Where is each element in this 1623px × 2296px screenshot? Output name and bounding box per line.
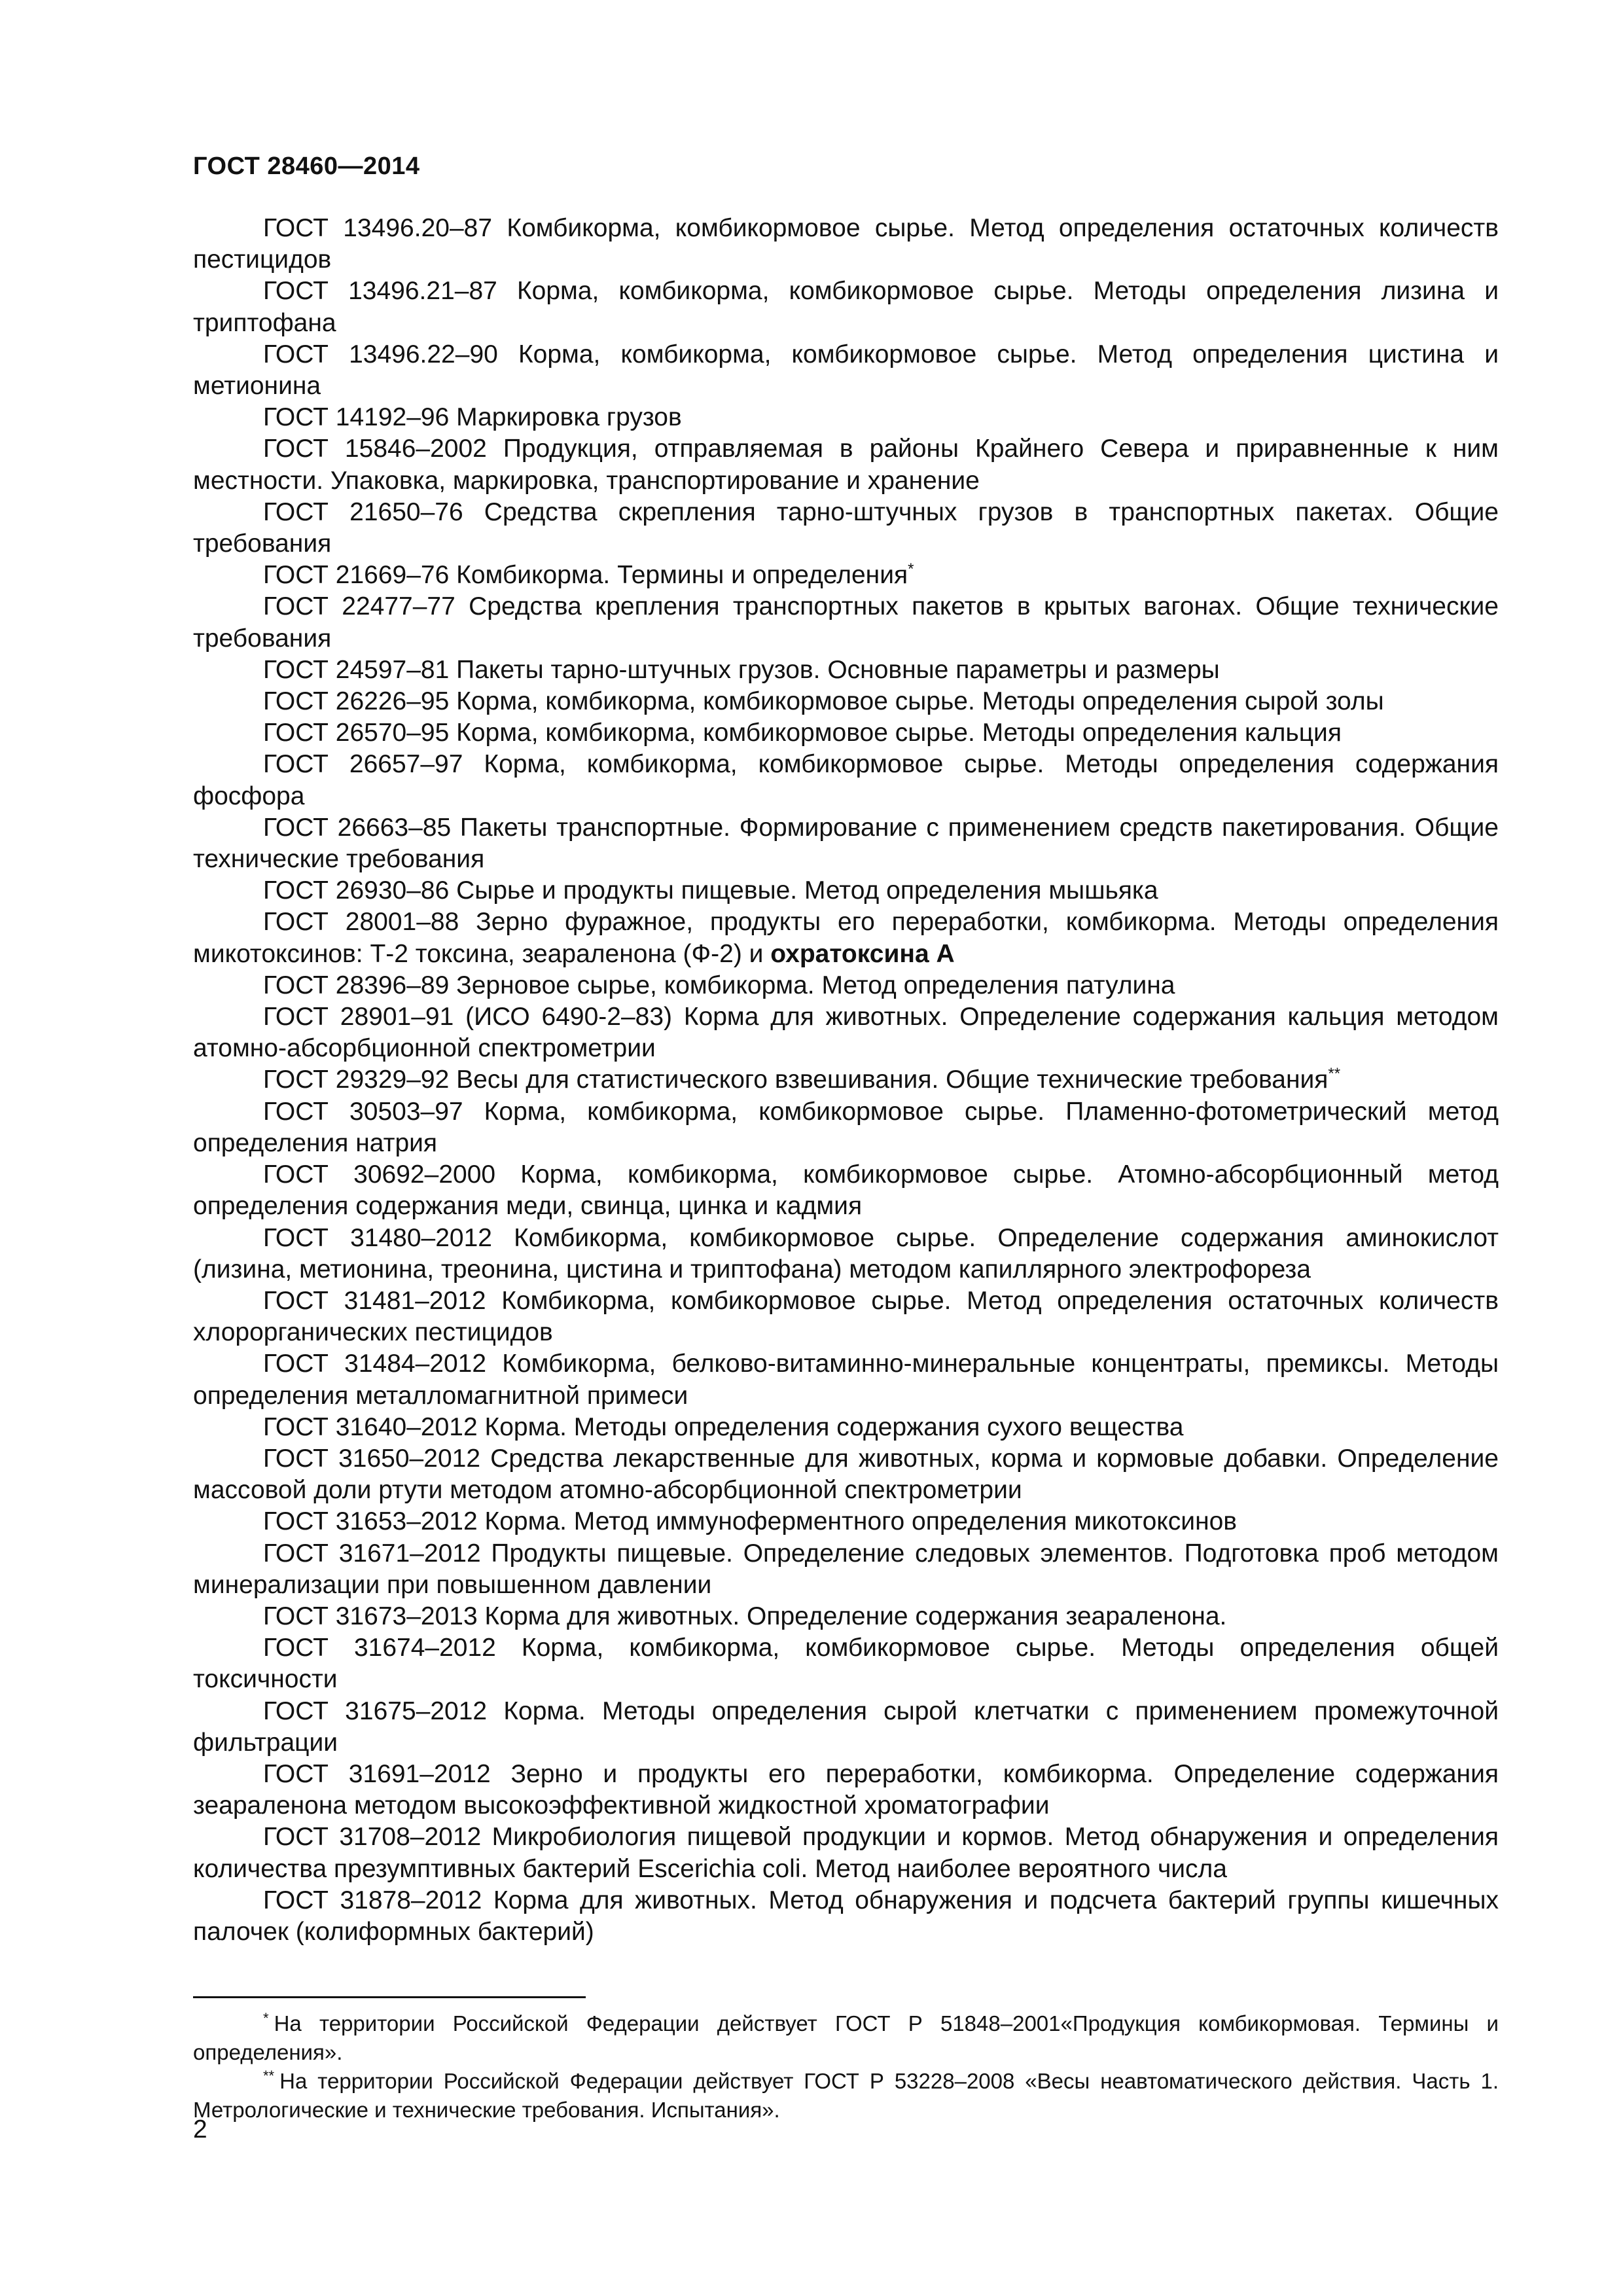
- reference-item: [193, 1885, 1499, 1948]
- reference-item: [193, 1506, 1499, 1537]
- reference-text: ГОСТ 13496.21–87 Корма, комбикорма, комбикормовое сырье. Методы определения лизина и триптофана: [193, 277, 1499, 337]
- reference-text: ГОСТ 31674–2012 Корма, комбикорма, комбикормовое сырье. Методы определения общей токсичности: [193, 1634, 1499, 1694]
- reference-text: ГОСТ 28396–89 Зерновое сырье, комбикорма. Метод определения патулина: [263, 971, 1175, 999]
- reference-text: ГОСТ 31653–2012 Корма. Метод иммуноферментного определения микотоксинов: [263, 1507, 1238, 1536]
- footnote-text: На территории Российской Федерации действует ГОСТ Р 51848–2001«Продукция комбикормовая. Термины и определения».: [193, 2011, 1499, 2064]
- footnote-separator: [193, 1996, 586, 1998]
- reference-item: [193, 1538, 1499, 1601]
- reference-item: [193, 339, 1499, 402]
- reference-item: [193, 970, 1499, 1001]
- reference-text: ГОСТ 31484–2012 Комбикорма, белково-витаминно-минеральные концентраты, премиксы. Методы определения металломагнитной примеси: [193, 1350, 1499, 1410]
- reference-text: ГОСТ 28901–91 (ИСО 6490-2–83) Корма для животных. Определение содержания кальция методом атомно-абсорбционной спектрометрии: [193, 1003, 1499, 1063]
- footnote-text: На территории Российской Федерации действует ГОСТ Р 53228–2008 «Весы неавтоматического действия. Часть 1. Метрологические и технические требования. Испытания».: [193, 2069, 1499, 2122]
- reference-item: [193, 213, 1499, 276]
- reference-text: ГОСТ 31691–2012 Зерно и продукты его переработки, комбикорма. Определение содержания зеараленона методом высокоэффективной жидкостной хроматографии: [193, 1759, 1499, 1820]
- reference-text: ГОСТ 28001–88 Зерно фуражное, продукты его переработки, комбикорма. Методы определения микотоксинов: Т-2 токсина, зеараленона (Ф-2) и: [193, 908, 1499, 968]
- reference-text: ГОСТ 14192–96 Маркировка грузов: [263, 403, 682, 432]
- footnote-item: [193, 2067, 1499, 2125]
- reference-text: ГОСТ 26663–85 Пакеты транспортные. Формирование с применением средств пакетирования. Общие технические требования: [193, 813, 1499, 874]
- reference-text: ГОСТ 31878–2012 Корма для животных. Метод обнаружения и подсчета бактерий группы кишечных палочек (колиформных бактерий): [193, 1886, 1499, 1946]
- reference-text: ГОСТ 31480–2012 Комбикорма, комбикормовое сырье. Определение содержания аминокислот (лизина, метионина, треонина, цистина и триптофана) методом капиллярного электрофореза: [193, 1223, 1499, 1283]
- reference-item: [193, 906, 1499, 969]
- reference-item: [193, 812, 1499, 875]
- reference-text: ГОСТ 30503–97 Корма, комбикорма, комбикормовое сырье. Пламенно-фотометрический метод определения натрия: [193, 1097, 1499, 1157]
- reference-bold-text: охратоксина А: [770, 939, 955, 968]
- reference-item: [193, 433, 1499, 496]
- reference-item: [193, 1696, 1499, 1759]
- reference-text: ГОСТ 24597–81 Пакеты тарно-штучных грузов. Основные параметры и размеры: [263, 655, 1220, 684]
- footnote-marker: **: [1328, 1065, 1341, 1083]
- reference-item: [193, 1601, 1499, 1632]
- reference-item: [193, 497, 1499, 560]
- reference-text: ГОСТ 13496.22–90 Корма, комбикорма, комбикормовое сырье. Метод определения цистина и метионина: [193, 340, 1499, 401]
- reference-text: ГОСТ 21669–76 Комбикорма. Термины и определения: [263, 561, 908, 590]
- reference-text: ГОСТ 26657–97 Корма, комбикорма, комбикормовое сырье. Методы определения содержания фосфора: [193, 750, 1499, 810]
- reference-text: ГОСТ 21650–76 Средства скрепления тарно-штучных грузов в транспортных пакетах. Общие требования: [193, 497, 1499, 558]
- footnote-mark: **: [263, 2068, 275, 2084]
- reference-item: [193, 749, 1499, 812]
- reference-text: ГОСТ 30692–2000 Корма, комбикорма, комбикормовое сырье. Атомно-абсорбционный метод определения содержания меди, свинца, цинка и кадмия: [193, 1160, 1499, 1221]
- reference-text: ГОСТ 26570–95 Корма, комбикорма, комбикормовое сырье. Методы определения кальция: [263, 719, 1342, 747]
- reference-item: [193, 1443, 1499, 1506]
- reference-item: [193, 1412, 1499, 1443]
- reference-item: [193, 717, 1499, 749]
- footnote-mark: *: [263, 2010, 269, 2026]
- reference-item: [193, 1064, 1499, 1096]
- reference-item: [193, 686, 1499, 717]
- reference-text: ГОСТ 26226–95 Корма, комбикорма, комбикормовое сырье. Методы определения сырой золы: [263, 687, 1384, 716]
- reference-text: ГОСТ 31675–2012 Корма. Методы определения сырой клетчатки с применением промежуточной фильтрации: [193, 1696, 1499, 1757]
- reference-text: ГОСТ 31673–2013 Корма для животных. Определение содержания зеараленона.: [263, 1602, 1227, 1630]
- reference-item: [193, 1096, 1499, 1159]
- reference-text: ГОСТ 31671–2012 Продукты пищевые. Определение следовых элементов. Подготовка проб методом минерализации при повышенном давлении: [193, 1539, 1499, 1599]
- footnotes: [193, 2009, 1499, 2125]
- reference-item: [193, 276, 1499, 338]
- reference-item: [193, 1348, 1499, 1411]
- reference-text: ГОСТ 15846–2002 Продукция, отправляемая в районы Крайнего Севера и приравненные к ним местности. Упаковка, маркировка, транспортирование и хранение: [193, 435, 1499, 495]
- reference-text: ГОСТ 26930–86 Сырье и продукты пищевые. Метод определения мышьяка: [263, 876, 1158, 905]
- reference-item: [193, 1632, 1499, 1695]
- reference-item: [193, 591, 1499, 654]
- reference-item: [193, 655, 1499, 686]
- reference-text: ГОСТ 29329–92 Весы для статистического взвешивания. Общие технические требования: [263, 1066, 1329, 1094]
- reference-item: [193, 402, 1499, 433]
- page-number: 2: [193, 2115, 207, 2144]
- footnote-marker: *: [908, 560, 914, 579]
- reference-item: [193, 1821, 1499, 1884]
- document-header: ГОСТ 28460—2014: [193, 152, 420, 180]
- reference-text: ГОСТ 13496.20–87 Комбикорма, комбикормовое сырье. Метод определения остаточных количеств пестицидов: [193, 214, 1499, 274]
- reference-item: [193, 1223, 1499, 1285]
- reference-item: [193, 1285, 1499, 1348]
- reference-item: [193, 560, 1499, 591]
- reference-text: ГОСТ 22477–77 Средства крепления транспортных пакетов в крытых вагонах. Общие технические требования: [193, 592, 1499, 653]
- footnote-item: [193, 2009, 1499, 2067]
- reference-text: ГОСТ 31650–2012 Средства лекарственные для животных, корма и кормовые добавки. Определение массовой доли ртути методом атомно-абсорбционной спектрометрии: [193, 1444, 1499, 1505]
- reference-text: ГОСТ 31640–2012 Корма. Методы определения содержания сухого вещества: [263, 1412, 1184, 1441]
- reference-item: [193, 1759, 1499, 1821]
- reference-item: [193, 1001, 1499, 1064]
- reference-item: [193, 1159, 1499, 1222]
- reference-text: ГОСТ 31481–2012 Комбикорма, комбикормовое сырье. Метод определения остаточных количеств хлорорганических пестицидов: [193, 1286, 1499, 1347]
- reference-item: [193, 875, 1499, 906]
- normative-references-list: [193, 213, 1499, 1948]
- reference-text: ГОСТ 31708–2012 Микробиология пищевой продукции и кормов. Метод обнаружения и определения количества презумптивных бактерий Escerichia coli. Метод наиболее вероятного числа: [193, 1823, 1499, 1883]
